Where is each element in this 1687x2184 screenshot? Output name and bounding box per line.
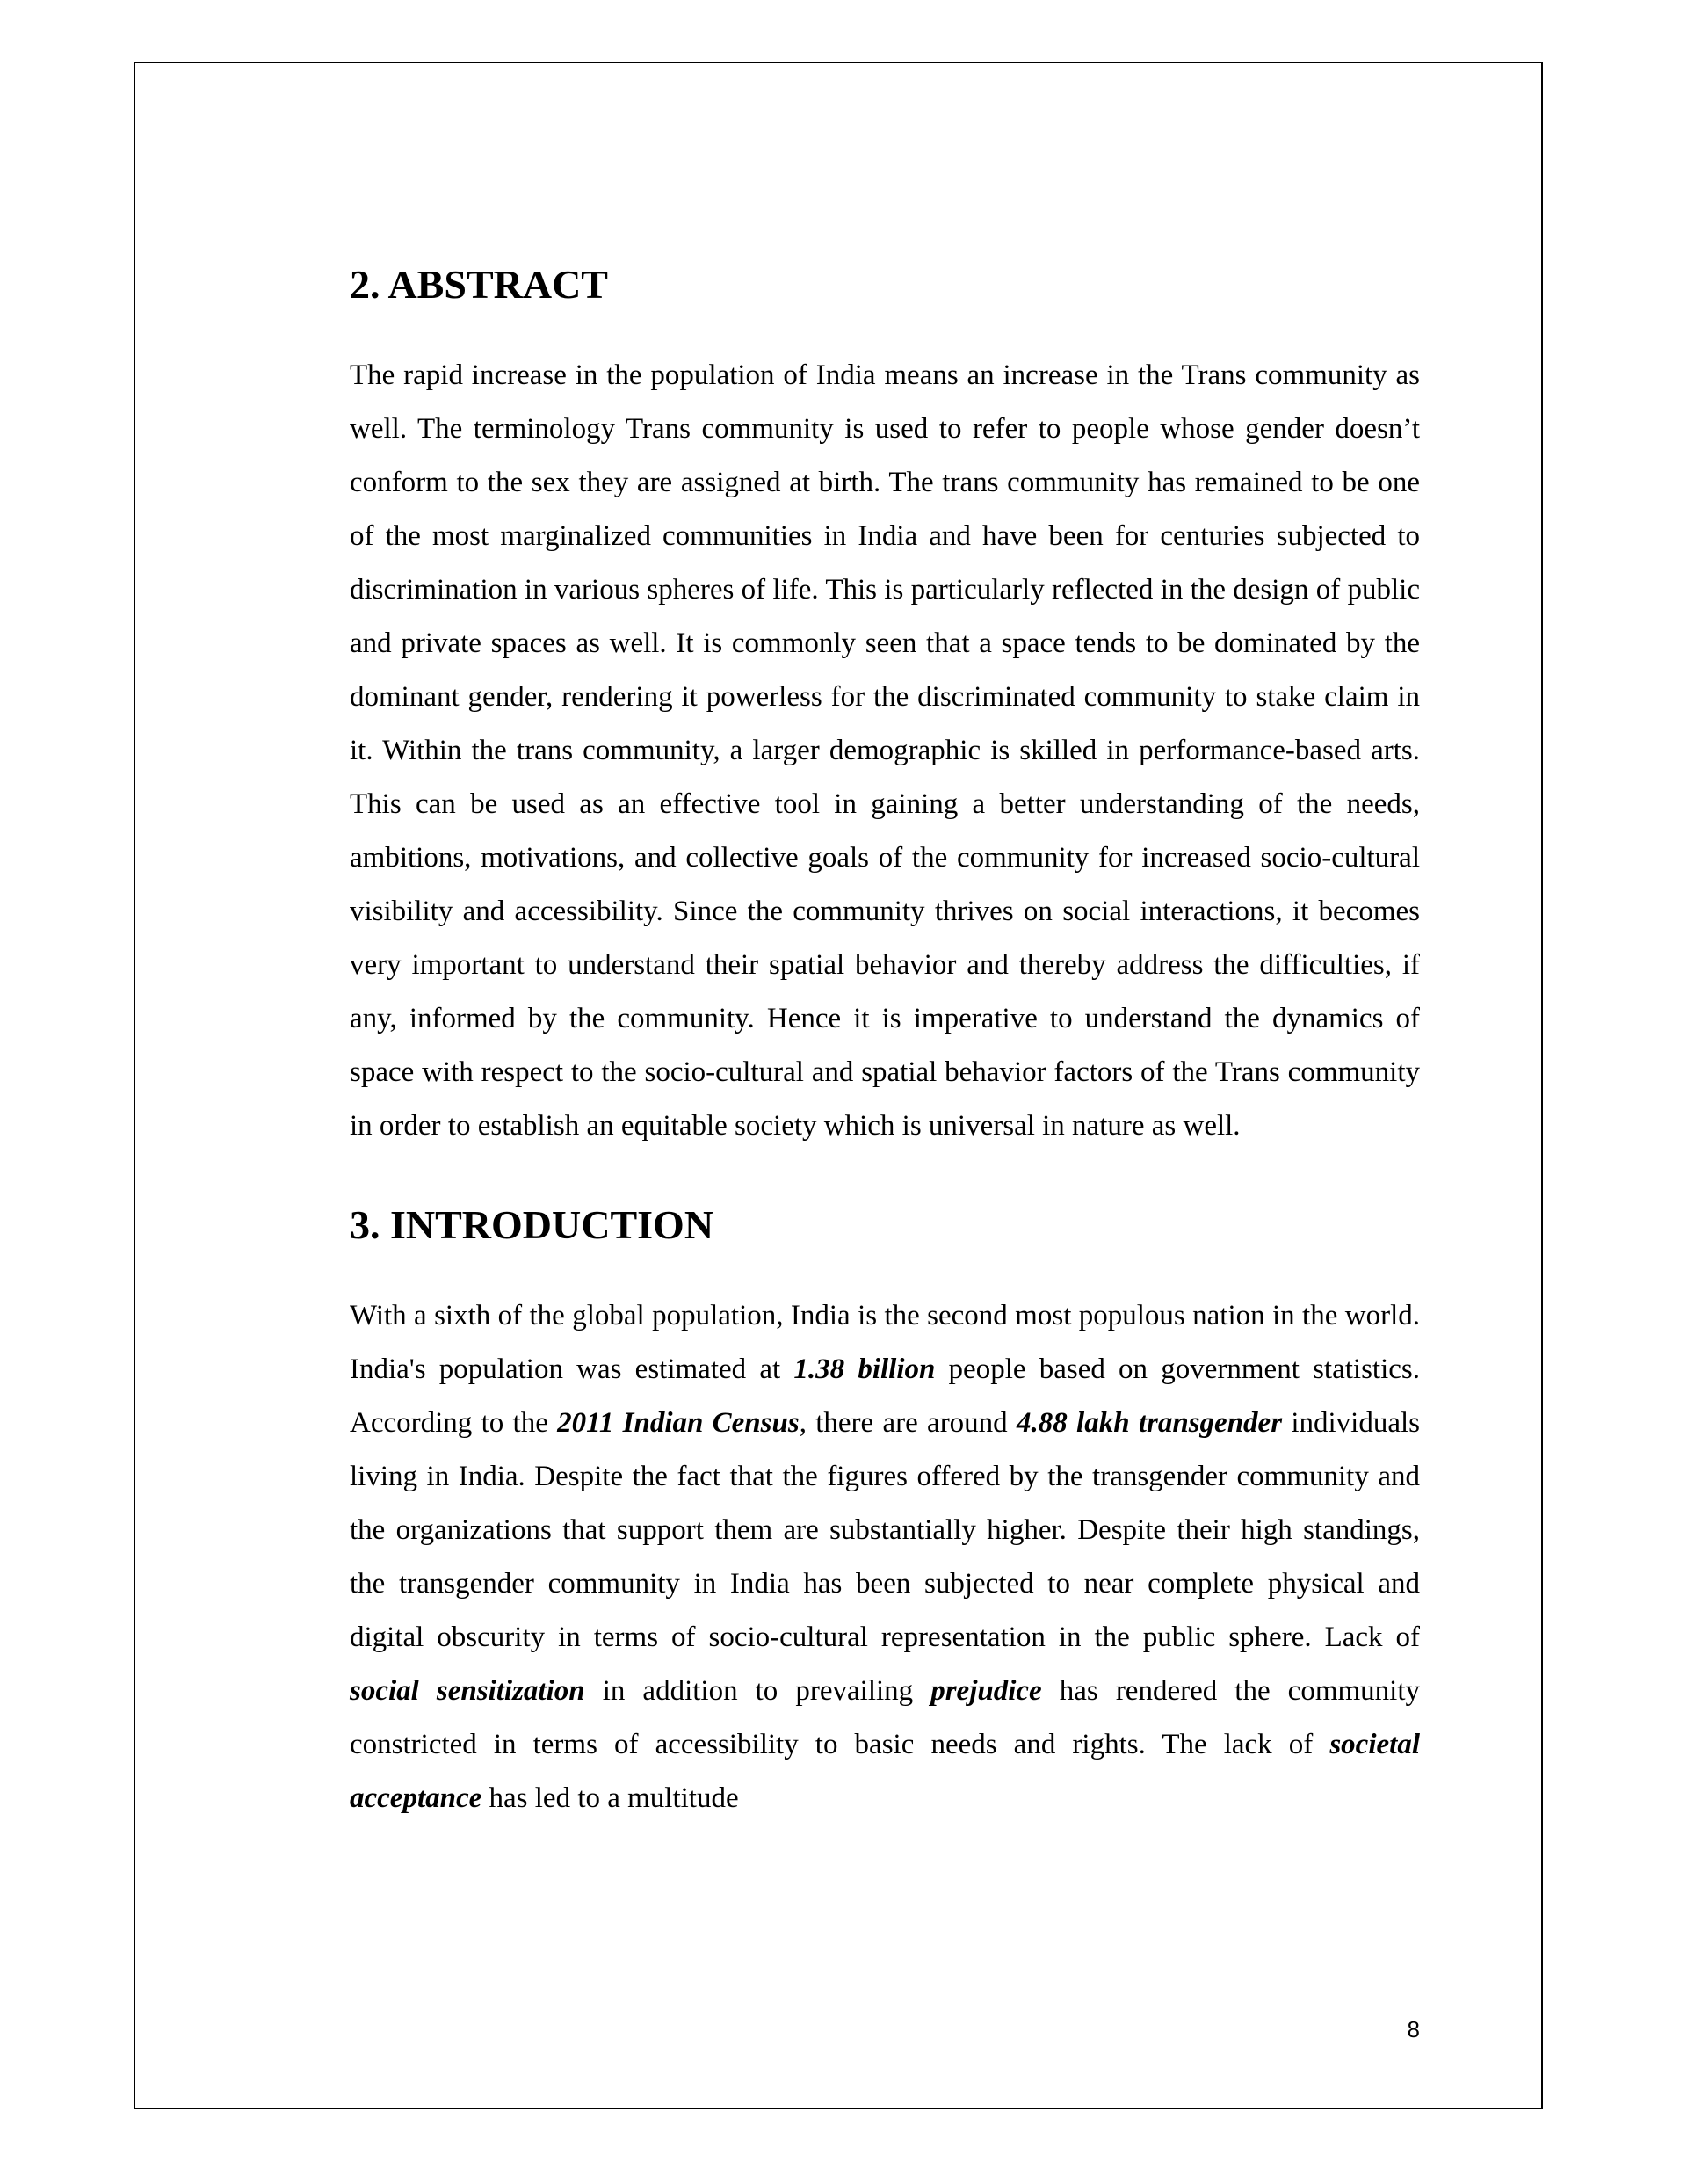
emphasis-social-sensitization: social sensitization — [350, 1675, 585, 1708]
page-number: 8 — [1407, 2016, 1420, 2043]
intro-text: individuals living in India. Despite the fact that the figures offered by the transgender community and the organizations that support them are substantially higher. Despite their high standings, the transgender community in India has been subjected to near complete physical and digital obscurity in terms of socio-cultural representation in the public sphere. Lack of — [350, 1407, 1421, 1654]
intro-text: , there are around — [799, 1407, 1017, 1440]
intro-text: has rendered the community constricted in terms of accessibility to basic needs and rights. The lack of — [350, 1675, 1420, 1761]
emphasis-population: 1.38 billion — [793, 1353, 936, 1386]
page-content — [350, 260, 1420, 1825]
intro-text: people based on government statistics. According to the — [350, 1353, 1420, 1440]
emphasis-census: 2011 Indian Census — [557, 1407, 800, 1440]
emphasis-societal-acceptance: societal acceptance — [350, 1729, 1420, 1815]
introduction-paragraph — [350, 1289, 1420, 1825]
abstract-heading: 2. ABSTRACT — [350, 262, 608, 307]
abstract-paragraph: The rapid increase in the population of India means an increase in the Trans community as well. The terminology Trans community is used to refer to people whose gender doesn’t conform to the sex they are assigned at birth. The trans community has remained to be one of the most marginalized communities in India and have been for centuries subjected to discrimination in various spheres of life. This is particularly reflected in the design of public and private spaces as well. It is commonly seen that a space tends to be dominated by the dominant gender, rendering it powerless for the discriminated community to stake claim in it. Within the trans community, a larger demographic is skilled in performance-based arts. This can be used as an effective tool in gaining a better understanding of the needs, ambitions, motivations, and collective goals of the community for increased socio-cultural visibility and accessibility. Since the community thrives on social interactions, it becomes very important to understand their spatial behavior and thereby address the difficulties, if any, informed by the community. Hence it is imperative to understand the dynamics of space with respect to the socio-cultural and spatial behavior factors of the Trans community in order to establish an equitable society which is universal in nature as well. — [350, 359, 1420, 1143]
emphasis-prejudice: prejudice — [930, 1675, 1042, 1708]
intro-text: has led to a multitude — [481, 1782, 739, 1815]
intro-text: With a sixth of the global population, India is the second most populous nation in the world. India's population was estimated at — [350, 1300, 1420, 1386]
introduction-heading: 3. INTRODUCTION — [350, 1202, 714, 1248]
emphasis-transgender-count: 4.88 lakh transgender — [1016, 1407, 1283, 1440]
intro-text: in addition to prevailing — [584, 1675, 931, 1708]
